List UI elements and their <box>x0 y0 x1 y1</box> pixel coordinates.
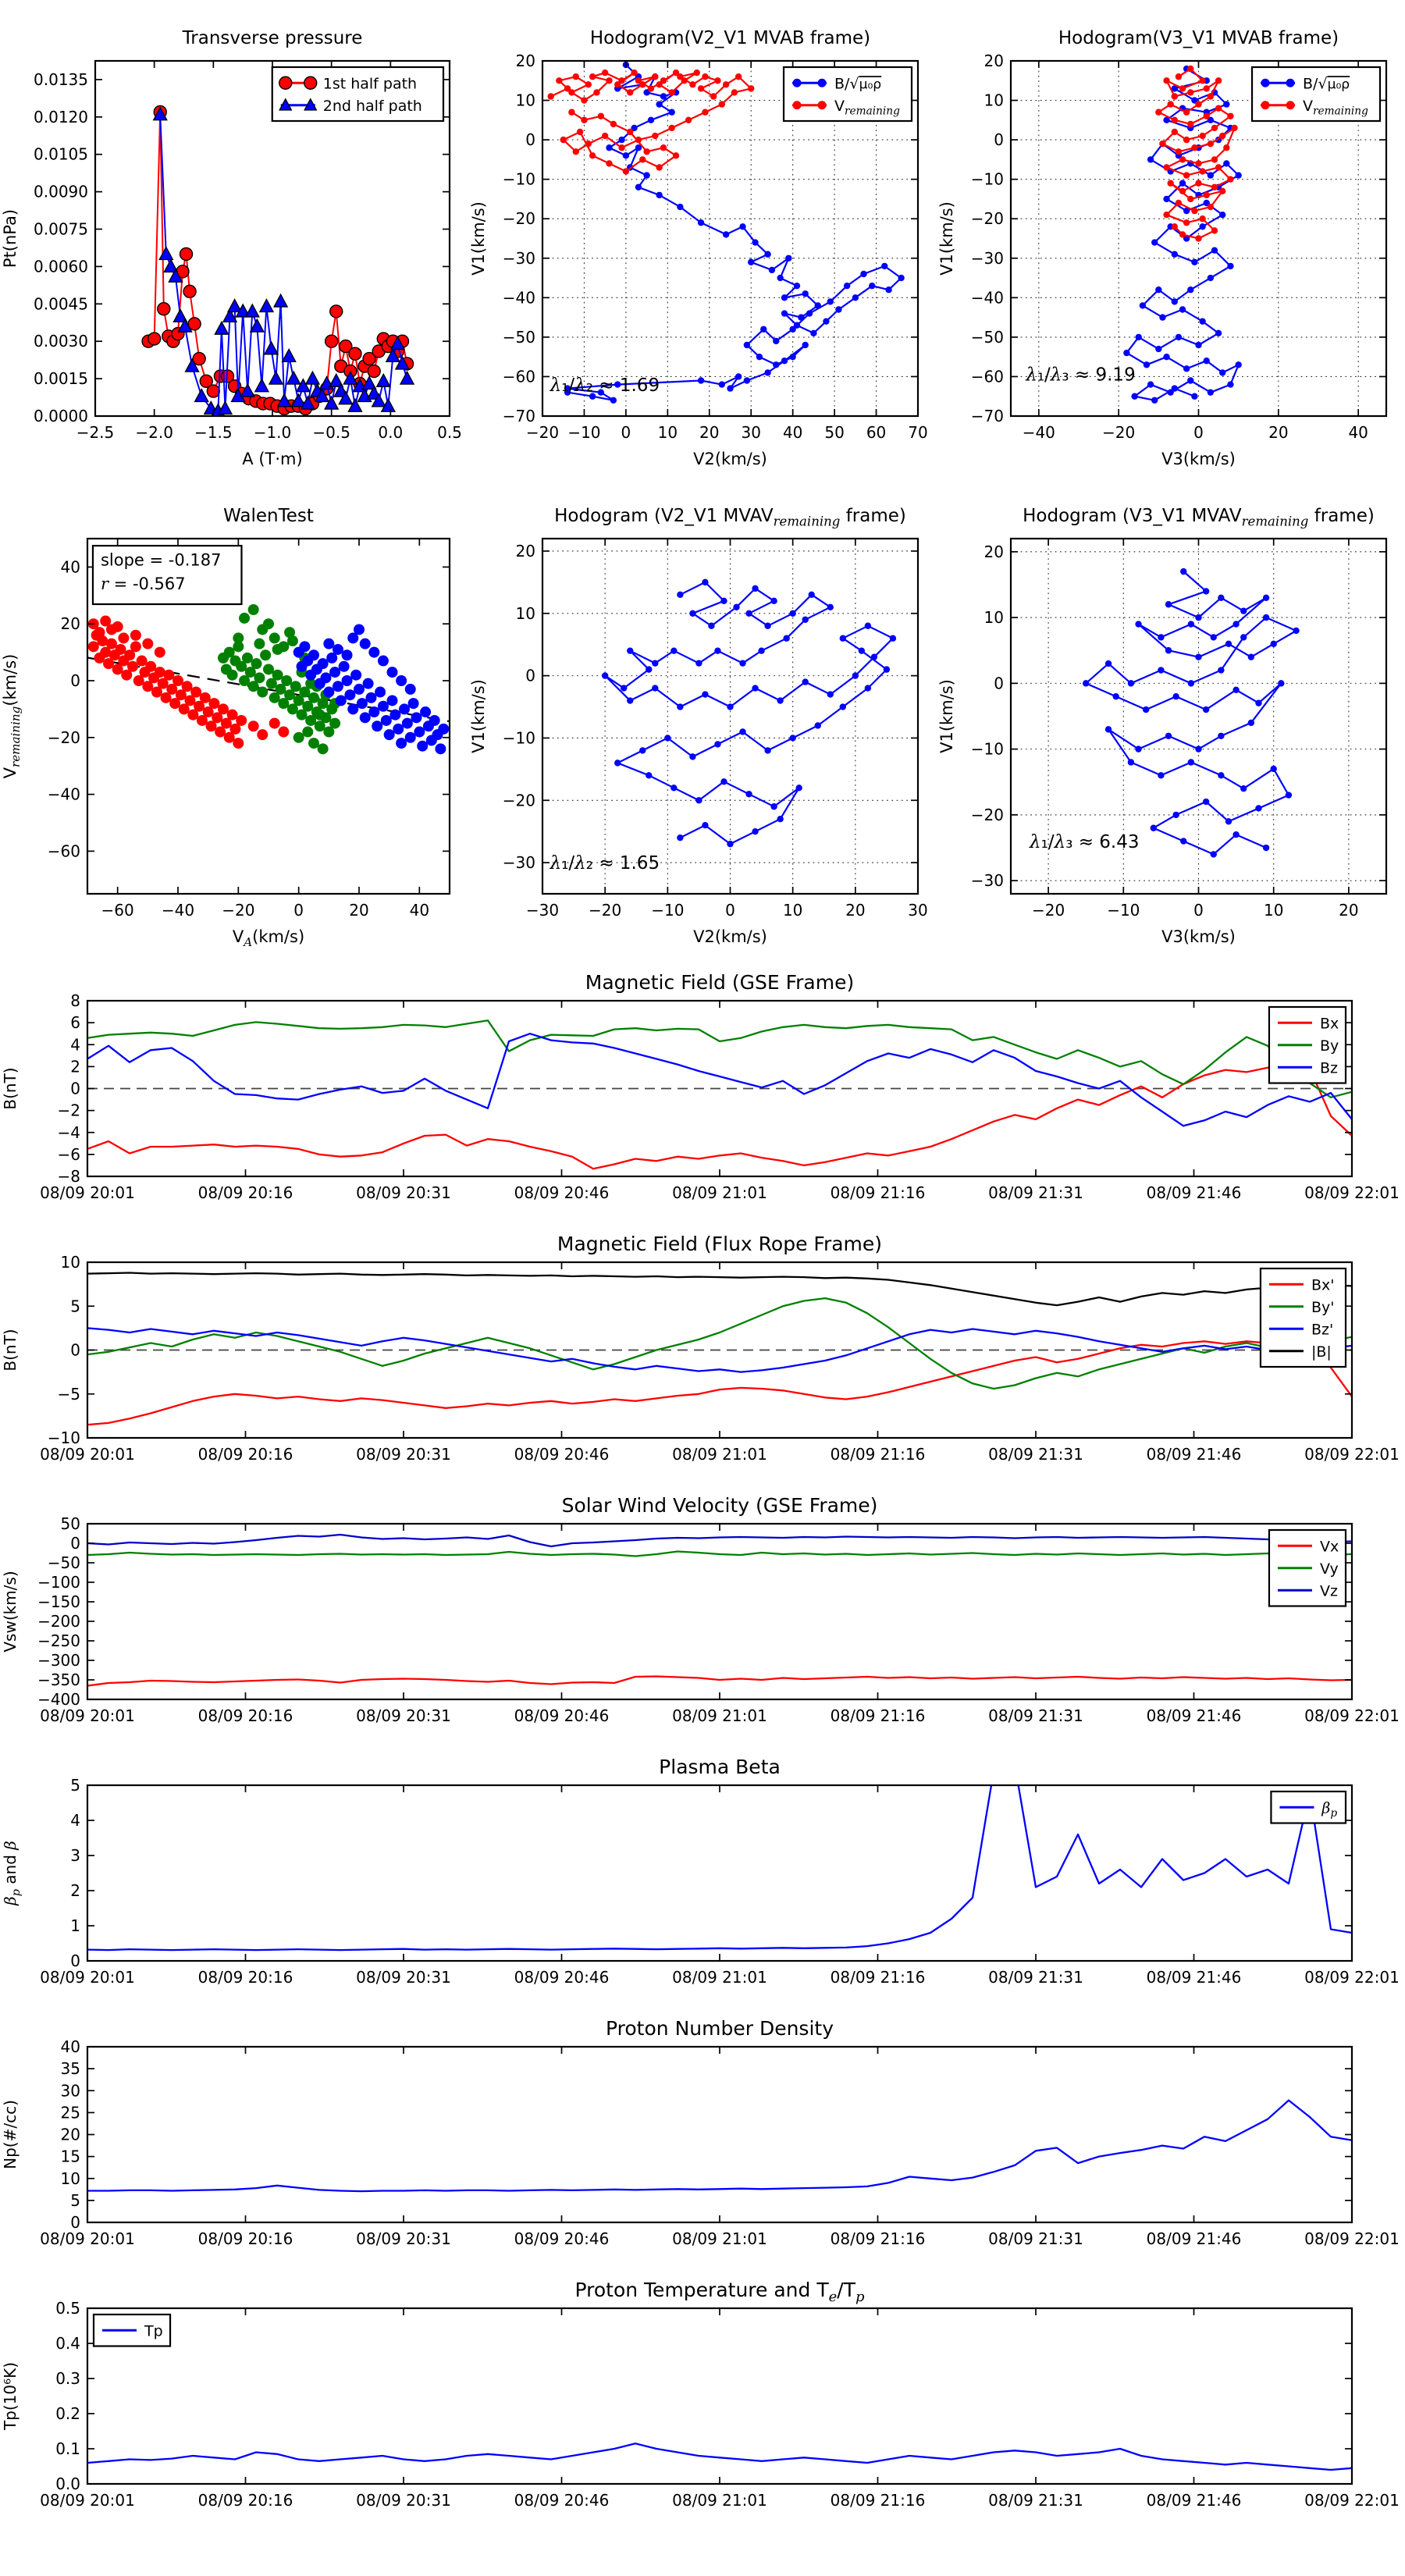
legend-label: Bz' <box>1311 1321 1334 1339</box>
lambda-annotation: λ₁/λ₂ ≈ 1.65 <box>550 853 660 874</box>
y-axis-label: Pt(nPa) <box>1 208 20 269</box>
y-tick-label: 50 <box>60 1514 80 1533</box>
y-tick-label: 0 <box>70 1952 80 1970</box>
x-tick-label: 08/09 20:01 <box>40 1445 135 1464</box>
svg-text:r = -0.567: r = -0.567 <box>100 574 186 593</box>
y-tick-label: 10 <box>515 91 535 110</box>
x-tick-label: 08/09 21:16 <box>830 1706 926 1725</box>
y-tick-label: −20 <box>970 209 1004 229</box>
legend-label: B/√μ₀ρ <box>1303 75 1350 93</box>
svg-text:slope = -0.187: slope = -0.187 <box>100 550 222 570</box>
y-tick-label: −30 <box>970 248 1004 268</box>
y-tick-label: −10 <box>970 169 1004 189</box>
y-tick-label: 8 <box>70 991 80 1010</box>
chart-title: Solar Wind Velocity (GSE Frame) <box>561 1494 878 1517</box>
chart-title: WalenTest <box>223 506 314 526</box>
legend-label: $V_{remaining}$ <box>1303 97 1368 118</box>
y-tick-label: −250 <box>37 1631 80 1650</box>
chart-hodogram-v3v1-mvab <box>937 12 1405 490</box>
lambda-annotation: λ₁/λ₃ ≈ 9.19 <box>1026 365 1136 386</box>
y-tick-label: 4 <box>70 1811 80 1830</box>
y-tick-label: −10 <box>970 739 1004 759</box>
chart-svg-hodo-b <box>468 12 937 490</box>
x-tick-label: 08/09 22:01 <box>1304 1183 1400 1202</box>
chart-svg-density <box>0 2014 1405 2275</box>
x-tick-label: 0.0 <box>378 423 404 442</box>
chart-title: Hodogram (V3_V1 $MVAV_{remaining}$ frame) <box>1023 506 1375 529</box>
y-tick-label: 6 <box>70 1013 80 1033</box>
chart-hodogram-v3v1-mvav <box>937 490 1405 968</box>
y-tick-label: 5 <box>70 1776 80 1795</box>
x-tick-label: 08/09 20:46 <box>514 1968 610 1987</box>
y-tick-label: 0 <box>70 1340 80 1360</box>
y-tick-label: 0.0090 <box>34 182 88 201</box>
x-tick-label: −20 <box>1031 901 1065 920</box>
y-tick-label: −50 <box>47 1553 80 1572</box>
x-tick-label: 08/09 21:01 <box>672 2229 767 2248</box>
y-axis-label: V1(km/s) <box>937 201 956 276</box>
x-tick-label: 08/09 20:31 <box>356 1968 451 1987</box>
y-axis-label: $V_{remaining}(km/s)$ <box>1 653 23 779</box>
x-tick-label: 08/09 21:31 <box>988 1183 1083 1202</box>
y-axis-label: Np(#/cc) <box>1 2100 20 2169</box>
legend <box>1269 1530 1346 1606</box>
y-tick-label: 5 <box>70 1297 80 1316</box>
y-tick-label: −5 <box>57 1384 80 1404</box>
x-tick-label: 08/09 20:01 <box>40 1968 135 1987</box>
x-tick-label: 08/09 21:46 <box>1146 1445 1242 1464</box>
y-tick-label: −60 <box>970 367 1004 386</box>
x-tick-label: −20 <box>525 423 560 442</box>
y-tick-label: 0 <box>70 671 80 690</box>
x-tick-label: 60 <box>866 423 887 442</box>
legend-label: 2nd half path <box>322 97 422 115</box>
y-tick-label: 0.3 <box>55 2369 80 2388</box>
y-tick-label: 4 <box>70 1035 80 1055</box>
chart-title: Magnetic Field (GSE Frame) <box>585 971 855 994</box>
x-tick-label: 08/09 20:46 <box>514 2491 610 2510</box>
y-tick-label: −8 <box>57 1167 80 1186</box>
x-tick-label: 0 <box>1193 901 1204 920</box>
chart-title: Hodogram(V2_V1 MVAB frame) <box>589 28 871 48</box>
x-tick-label: 08/09 20:31 <box>356 2229 451 2248</box>
chart-svg-temperature <box>0 2275 1405 2537</box>
x-tick-label: 08/09 21:01 <box>672 1706 767 1725</box>
x-tick-label: 08/09 20:46 <box>514 2229 610 2248</box>
y-tick-label: 20 <box>984 52 1004 70</box>
x-tick-label: −0.5 <box>312 423 350 442</box>
x-tick-label: 08/09 22:01 <box>1304 1968 1400 1987</box>
x-tick-label: −20 <box>589 901 622 920</box>
chart-hodogram-v2v1-mvav <box>468 490 937 968</box>
x-tick-label: 0 <box>293 901 304 920</box>
x-tick-label: 08/09 22:01 <box>1304 2491 1400 2510</box>
chart-plasma-beta <box>0 1752 1405 2014</box>
chart-title: Plasma Beta <box>659 1756 781 1778</box>
x-tick-label: 30 <box>741 423 761 442</box>
chart-title: Proton Number Density <box>606 2017 834 2040</box>
y-tick-label: 0.0030 <box>34 332 88 351</box>
y-tick-label: 0.0075 <box>34 219 88 239</box>
chart-svg-walen <box>0 490 468 968</box>
y-tick-label: −150 <box>37 1592 80 1611</box>
y-tick-label: 0.0000 <box>34 407 88 425</box>
legend <box>1252 67 1380 121</box>
x-tick-label: 20 <box>1268 423 1289 442</box>
y-tick-label: −70 <box>502 407 535 425</box>
y-tick-label: 20 <box>984 542 1004 561</box>
y-tick-label: −30 <box>502 853 535 873</box>
y-tick-label: 5 <box>70 2190 80 2210</box>
x-tick-label: 08/09 20:31 <box>356 1445 451 1464</box>
x-tick-label: 20 <box>349 901 369 920</box>
y-tick-label: 0 <box>994 674 1004 693</box>
chart-proton-temperature <box>0 2275 1405 2537</box>
y-tick-label: 0.0120 <box>34 107 88 126</box>
x-tick-label: 08/09 21:16 <box>830 2491 926 2510</box>
y-tick-label: 20 <box>515 541 535 560</box>
y-tick-label: 0.0015 <box>34 369 88 389</box>
x-tick-label: 08/09 20:16 <box>197 2491 293 2510</box>
y-tick-label: 10 <box>60 1253 80 1272</box>
y-tick-label: 15 <box>60 2147 80 2166</box>
x-axis-label: V3(km/s) <box>1161 450 1236 468</box>
x-tick-label: 08/09 21:31 <box>988 1445 1083 1464</box>
chart-walen-test <box>0 490 468 968</box>
chart-solar-wind-velocity <box>0 1491 1405 1752</box>
lambda-annotation: λ₁/λ₃ ≈ 6.43 <box>1030 831 1140 852</box>
x-tick-label: 08/09 21:01 <box>672 1445 767 1464</box>
x-tick-label: 08/09 20:46 <box>514 1706 610 1725</box>
legend-label: $\beta_p$ <box>1321 1799 1338 1820</box>
y-tick-label: 0.0045 <box>34 294 88 314</box>
y-tick-label: 0.1 <box>55 2439 80 2458</box>
y-tick-label: 10 <box>60 2169 80 2188</box>
y-axis-label: Tp(10⁶K) <box>1 2361 20 2431</box>
y-tick-label: 10 <box>984 608 1004 628</box>
y-tick-label: −30 <box>502 248 535 268</box>
y-tick-label: 0.0105 <box>34 144 88 164</box>
legend <box>272 67 443 121</box>
y-tick-label: −6 <box>57 1144 80 1164</box>
x-tick-label: −2.5 <box>76 423 115 442</box>
x-tick-label: 08/09 20:31 <box>356 1183 451 1202</box>
chart-title: Transverse pressure <box>182 28 363 48</box>
y-axis-label: Vsw(km/s) <box>1 1571 20 1653</box>
legend-label: By' <box>1311 1298 1335 1316</box>
chart-svg-hodo-e <box>468 490 937 968</box>
legend-label: Bx <box>1319 1015 1339 1033</box>
y-axis-label: $\beta_p$ and β <box>1 1841 23 1905</box>
legend <box>784 67 912 121</box>
x-tick-label: 08/09 22:01 <box>1304 2229 1400 2248</box>
y-tick-label: 40 <box>60 2037 80 2056</box>
y-tick-label: −10 <box>502 169 535 189</box>
x-tick-label: 08/09 21:46 <box>1146 2229 1242 2248</box>
x-tick-label: −1.0 <box>253 423 292 442</box>
x-tick-label: 08/09 20:16 <box>197 2229 293 2248</box>
chart-magnetic-field-gse <box>0 968 1405 1229</box>
x-tick-label: 08/09 21:46 <box>1146 1706 1242 1725</box>
y-tick-label: −2 <box>57 1101 80 1120</box>
x-tick-label: 20 <box>699 423 720 442</box>
y-tick-label: −300 <box>37 1651 80 1670</box>
x-tick-label: −30 <box>525 901 560 920</box>
x-tick-label: 50 <box>824 423 845 442</box>
stats-box <box>93 546 242 604</box>
x-tick-label: 08/09 21:01 <box>672 1183 767 1202</box>
y-tick-label: −40 <box>970 288 1004 308</box>
y-tick-label: −4 <box>57 1123 80 1142</box>
chart-transverse-pressure <box>0 12 468 490</box>
x-tick-label: −40 <box>161 901 195 920</box>
x-tick-label: 08/09 20:31 <box>356 1706 451 1725</box>
x-axis-label: V2(km/s) <box>693 450 767 468</box>
y-tick-label: 1 <box>70 1916 80 1935</box>
x-axis-label: V3(km/s) <box>1161 927 1236 946</box>
x-tick-label: 10 <box>657 423 678 442</box>
y-tick-label: −20 <box>970 805 1004 824</box>
legend <box>1271 1791 1346 1823</box>
x-tick-label: 08/09 20:16 <box>197 1183 293 1202</box>
y-tick-label: 0.4 <box>55 2334 80 2353</box>
x-tick-label: 08/09 21:16 <box>830 1968 926 1987</box>
y-tick-label: 0 <box>525 130 535 150</box>
y-tick-label: −50 <box>502 327 535 347</box>
x-tick-label: −60 <box>101 901 134 920</box>
x-tick-label: 08/09 21:46 <box>1146 2491 1242 2510</box>
y-tick-label: 2 <box>70 1057 80 1076</box>
x-axis-label: $V_A(km/s)$ <box>232 927 305 950</box>
legend-label: 1st half path <box>322 75 418 93</box>
legend-label: By <box>1319 1037 1339 1055</box>
chart-svg-gse <box>0 968 1405 1229</box>
x-tick-label: −2.0 <box>135 423 173 442</box>
legend-label: Bz <box>1319 1059 1338 1077</box>
legend-label: |B| <box>1311 1343 1332 1361</box>
x-tick-label: 20 <box>845 901 866 920</box>
y-tick-label: −70 <box>970 407 1004 425</box>
x-tick-label: 08/09 20:31 <box>356 2491 451 2510</box>
x-tick-label: 08/09 21:46 <box>1146 1968 1242 1987</box>
x-tick-label: 08/09 21:46 <box>1146 1183 1242 1202</box>
x-tick-label: 08/09 20:01 <box>40 2229 135 2248</box>
chart-svg-beta <box>0 1752 1405 2014</box>
legend-label: Vx <box>1319 1538 1339 1556</box>
x-tick-label: 70 <box>908 423 928 442</box>
y-tick-label: −40 <box>502 288 535 308</box>
y-tick-label: −10 <box>47 1429 80 1447</box>
x-tick-label: 08/09 21:16 <box>830 1445 926 1464</box>
x-tick-label: −10 <box>651 901 685 920</box>
y-tick-label: 0 <box>994 130 1004 150</box>
chart-title: Hodogram(V3_V1 MVAB frame) <box>1058 28 1339 48</box>
y-tick-label: 0.0060 <box>34 257 88 276</box>
y-tick-label: −20 <box>502 209 535 229</box>
x-tick-label: 08/09 22:01 <box>1304 1445 1400 1464</box>
x-tick-label: 08/09 21:16 <box>830 1183 926 1202</box>
x-axis-label: V2(km/s) <box>693 927 767 946</box>
x-tick-label: 10 <box>782 901 803 920</box>
y-tick-label: 0 <box>70 2213 80 2232</box>
y-axis-label: B(nT) <box>1 1067 20 1110</box>
y-tick-label: −50 <box>970 327 1004 347</box>
y-tick-label: 2 <box>70 1881 80 1900</box>
x-tick-label: −10 <box>567 423 601 442</box>
chart-hodogram-v2v1-mvab <box>468 12 937 490</box>
y-tick-label: 10 <box>515 603 535 623</box>
y-tick-label: −60 <box>47 841 80 861</box>
legend-label: Vy <box>1319 1560 1339 1578</box>
x-tick-label: 08/09 20:16 <box>197 1706 293 1725</box>
x-axis-label: A (T·m) <box>242 450 303 468</box>
chart-svg-velocity <box>0 1491 1405 1752</box>
x-tick-label: 10 <box>1263 901 1284 920</box>
x-tick-label: 08/09 22:01 <box>1304 1706 1400 1725</box>
x-tick-label: 30 <box>908 901 928 920</box>
y-axis-label: V1(km/s) <box>469 201 488 276</box>
x-tick-label: 08/09 20:46 <box>514 1445 610 1464</box>
chart-proton-number-density <box>0 2014 1405 2275</box>
y-tick-label: −100 <box>37 1573 80 1592</box>
legend-label: Vz <box>1319 1582 1338 1600</box>
x-tick-label: −20 <box>1102 423 1136 442</box>
x-tick-label: 08/09 21:01 <box>672 2491 767 2510</box>
x-tick-label: 08/09 21:01 <box>672 1968 767 1987</box>
y-tick-label: −350 <box>37 1670 80 1689</box>
legend <box>94 2314 170 2347</box>
y-tick-label: 0 <box>70 1534 80 1553</box>
x-tick-label: 08/09 20:01 <box>40 2491 135 2510</box>
chart-svg-fluxrope <box>0 1229 1405 1491</box>
y-tick-label: 20 <box>60 2125 80 2144</box>
x-tick-label: 40 <box>1348 423 1368 442</box>
x-tick-label: 0 <box>621 423 631 442</box>
y-tick-label: 30 <box>60 2081 80 2101</box>
y-tick-label: −40 <box>47 785 80 804</box>
y-tick-label: 0 <box>70 1079 80 1098</box>
x-tick-label: 08/09 20:16 <box>197 1445 293 1464</box>
y-tick-label: 0.0 <box>55 2475 80 2493</box>
y-tick-label: 0.2 <box>55 2404 80 2423</box>
x-tick-label: 08/09 21:31 <box>988 1968 1083 1987</box>
subplot-row-2 <box>0 490 1405 968</box>
lambda-annotation: λ₁/λ₂ ≈ 1.69 <box>550 375 660 397</box>
chart-title: Hodogram (V2_V1 $MVAV_{remaining}$ frame) <box>554 506 906 529</box>
subplot-row-1 <box>0 12 1405 490</box>
x-tick-label: 08/09 21:31 <box>988 2229 1083 2248</box>
legend-label: Tp <box>144 2322 163 2340</box>
y-tick-label: −60 <box>502 367 535 386</box>
y-tick-label: 0 <box>525 666 535 685</box>
x-tick-label: 08/09 20:46 <box>514 1183 610 1202</box>
y-tick-label: −20 <box>502 791 535 810</box>
y-tick-label: 35 <box>60 2059 80 2079</box>
x-tick-label: −10 <box>1107 901 1140 920</box>
y-tick-label: 20 <box>515 52 535 70</box>
y-tick-label: 10 <box>984 91 1004 110</box>
chart-svg-transverse <box>0 12 468 490</box>
y-tick-label: 25 <box>60 2103 80 2122</box>
x-tick-label: 40 <box>409 901 430 920</box>
x-tick-label: 0.5 <box>437 423 462 442</box>
y-tick-label: −400 <box>37 1690 80 1709</box>
y-tick-label: 40 <box>60 557 80 577</box>
chart-svg-hodo-f <box>937 490 1405 968</box>
x-tick-label: 40 <box>782 423 803 442</box>
chart-title: Proton Temperature and $T_e/T_p$ <box>574 2279 865 2305</box>
x-tick-label: 08/09 20:16 <box>197 1968 293 1987</box>
y-tick-label: 0.0135 <box>34 69 88 89</box>
y-axis-label: B(nT) <box>1 1329 20 1372</box>
x-tick-label: 0 <box>725 901 735 920</box>
x-tick-label: 08/09 20:01 <box>40 1706 135 1725</box>
legend <box>1261 1268 1346 1367</box>
y-tick-label: 20 <box>60 614 80 634</box>
chart-magnetic-field-flux-rope <box>0 1229 1405 1491</box>
y-tick-label: 3 <box>70 1846 80 1865</box>
x-tick-label: 08/09 20:01 <box>40 1183 135 1202</box>
x-tick-label: 0 <box>1193 423 1204 442</box>
legend-label: B/√μ₀ρ <box>834 75 882 93</box>
y-axis-label: V1(km/s) <box>937 679 956 753</box>
y-tick-label: −10 <box>502 728 535 748</box>
x-tick-label: −1.5 <box>194 423 233 442</box>
x-tick-label: 20 <box>1339 901 1359 920</box>
x-tick-label: 08/09 21:31 <box>988 1706 1083 1725</box>
chart-title: Magnetic Field (Flux Rope Frame) <box>557 1233 883 1255</box>
y-axis-label: V1(km/s) <box>469 679 488 753</box>
x-tick-label: 08/09 21:16 <box>830 2229 926 2248</box>
legend <box>1269 1007 1346 1083</box>
x-tick-label: 08/09 21:31 <box>988 2491 1083 2510</box>
x-tick-label: −40 <box>1022 423 1055 442</box>
y-tick-label: 0.5 <box>55 2299 80 2318</box>
x-tick-label: −20 <box>222 901 255 920</box>
legend-label: $V_{remaining}$ <box>834 97 900 118</box>
y-tick-label: −20 <box>47 728 80 747</box>
y-tick-label: −30 <box>970 871 1004 891</box>
y-tick-label: −200 <box>37 1612 80 1631</box>
legend-label: Bx' <box>1311 1276 1335 1294</box>
chart-svg-hodo-c <box>937 12 1405 490</box>
